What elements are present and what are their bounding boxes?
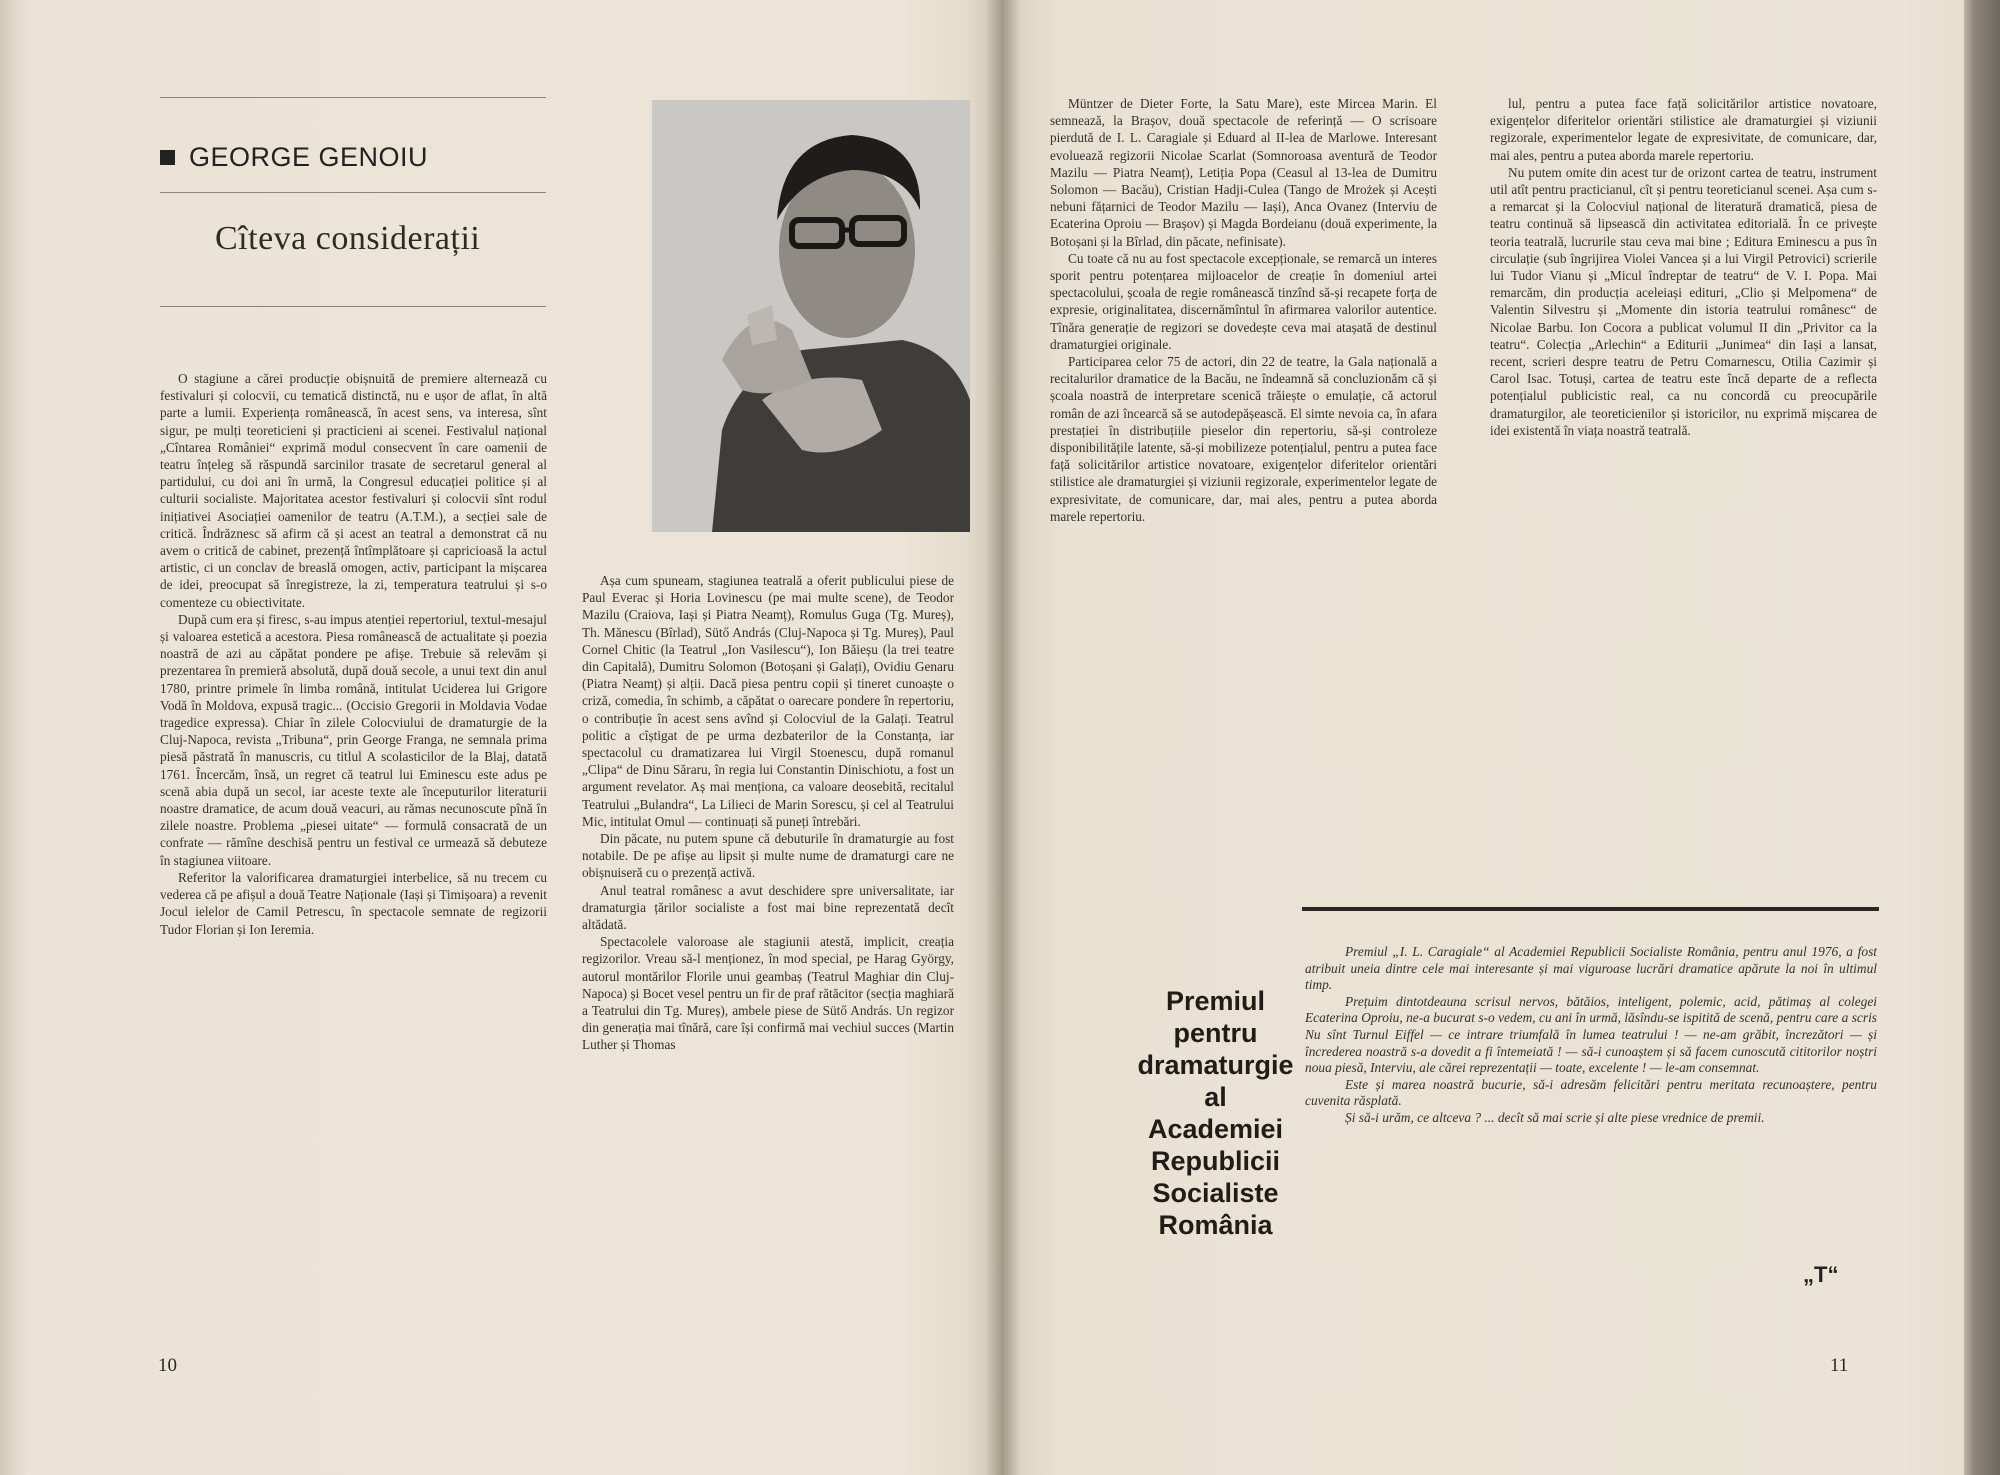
top-rule [160, 97, 546, 98]
article-title: Cîteva considerații [215, 220, 481, 257]
prize-top-rule [1302, 907, 1879, 911]
author-photo [652, 100, 970, 532]
portrait-image [652, 100, 970, 532]
title-upper-rule [160, 192, 546, 193]
binding-edge [1964, 0, 2000, 1475]
prize-announcement [1305, 944, 1877, 1127]
article-column-4 [1490, 95, 1877, 439]
prize-heading-line: al [1204, 1082, 1227, 1112]
prize-heading-line: Socialiste [1152, 1178, 1279, 1208]
paragraph: După cum era și firesc, s-au impus atenției repertoriul, textul-mesajul și valoarea estetică a acestora. Piesa românească de actualitate și poezia noastră de azi au căpătat pondere pe afișe. Trebuie să relevăm și prezentarea în premieră absolută, după două secole, a unui text din anul 1780, printre primele în limba română, intitulat Uciderea lui Grigore Vodă în Moldova, expusă tragic... (Occisio Gregorii in Moldavia Vodae tragedice expressa). Chiar în zilele Colocviului de dramaturgie de la Cluj-Napoca, revista „Tribuna“, prin George Franga, ne semnala prima piesă păstrată în manuscris, cu titlul A scolasticilor de la Blaj, datată 1761. Încercăm, însă, un regret că teatrul lui Eminescu este adus pe scenă abia după un secol, iar aceste texte ale începuturilor literaturii noastre dramatice, de acum două veacuri, au rămas necunoscute pînă în zilele noastre. Problema „piesei uitate“ — formulă consacrată de un confrate — rămîne deschisă pentru un festival ce urmează să debuteze în stagiunea viitoare. [160, 611, 547, 868]
paragraph: Din păcate, nu putem spune că debuturile în dramaturgie au fost notabile. De pe afișe au lipsit și multe nume de dramaturgi care ne obișnuiseră cu o prezență activă. [582, 831, 954, 881]
paragraph: Și să-i urăm, ce altceva ? ... decît să mai scrie și alte piese vrednice de premii. [1345, 1109, 1765, 1125]
prize-heading [1098, 985, 1333, 1241]
prize-heading-line: pentru [1173, 1018, 1258, 1048]
paragraph: Este și marea noastră bucurie, să-i adresăm felicitări pentru meritata recunoaștere, pentru cuvenita răsplată. [1305, 1076, 1877, 1109]
paragraph: Participarea celor 75 de actori, din 22 de teatre, la Gala națională a recitalurilor dramatice de la Bacău, ne îndeamnă să concluzionăm că și școala noastră de interpretare scenică trăiește o emulație, că actorul român de azi încearcă să se autodepășească. El simte nevoia ca, în afara prestației în distribuțiile pieselor din repertoriu, să-și controleze disponibilitățile latente, să-și mobilizeze potențialul, pentru a putea face față solicitărilor artistice novatoare, exigențelor diferitelor orientări stilistice ale dramaturgiei și viziunii regizorale, experimentelor legate de expresivitate, de comunicare, dar, mai ales, pentru a putea aborda marele repertoriu. [1050, 354, 1437, 524]
paragraph: Referitor la valorificarea dramaturgiei interbelice, să nu trecem cu vederea că pe afișul a două Teatre Naționale (Iași și Timișoara) a revenit Jocul ielelor de Camil Petrescu, în spectacole semnate de regizorii Tudor Florian și Ion Ieremia. [160, 869, 547, 937]
article-column-2 [582, 572, 954, 1054]
title-lower-rule [160, 306, 546, 307]
page-number-right: 11 [1830, 1355, 1849, 1376]
article-column-1 [160, 370, 547, 938]
square-bullet-icon [160, 150, 175, 165]
paragraph: Müntzer de Dieter Forte, la Satu Mare), este Mircea Marin. El semnează, la Brașov, două spectacole de referință — O scrisoare pierdută de I. L. Caragiale și Eduard al II-lea de Marlowe. Interesant evoluează regizorii Nicolae Scarlat (Somnoroasa aventură de Teodor Mazilu — Piatra Neamț), Letiția Popa (Ceasul al 13-lea de Dumitru Solomon — Bacău), Cristian Hadji-Culea (Tango de Mrożek și Acești nebuni fățarnici de Teodor Mazilu — Iași), Anca Ovanez (Interviu de Ecaterina Oproiu — Brașov) și Magda Bordeianu (două experimente, la Botoșani și la Bîrlad, din păcate, nefinisate). [1050, 96, 1437, 249]
paragraph: Nu putem omite din acest tur de orizont cartea de teatru, instrument util atît pentru practicianul, cît și pentru teoreticianul scenei. Așa cum s-a remarcat și la Colocviul național de literatură dramatică, piesa de teatru continuă să lipsească din activitatea editorială. În ce privește teoria teatrală, lucrurile stau ceva mai bine ; Editura Eminescu a pus în circulație (sub îngrijirea Violei Vancea și a lui Virgil Petrovici) scrierile lui Tudor Vianu și „Micul îndreptar de teatru“ de V. I. Popa. Mai remarcăm, din producția aceleiași edituri, „Clio și Melpomena“ de Valentin Silvestru și „Momente din istoria teatrului românesc“ de Nicolae Barbu. Ion Cocora a publicat volumul II din „Privitor ca la teatru“. Colecția „Arlechin“ a Editurii „Junimea“ din Iași a lansat, recent, scrieri despre teatru de Petru Comarnescu, Otilia Cazimir și Carol Isac. Totuși, cartea de teatru este încă departe de a reflecta potențialul publicistic real, ca nu concordă cu preocupările dramaturgilor, ale teoreticienilor și istoricilor, nu exprimă mișcarea de idei existentă în viața noastră teatrală. [1490, 164, 1877, 438]
paragraph: Premiul „I. L. Caragiale“ al Academiei Republicii Socialiste România, pentru anul 1976, a fost atribuit uneia dintre cele mai interesante și mai viguroase lucrări dramatice apărute la noi în ultimul timp. [1305, 944, 1877, 993]
paragraph: Cu toate că nu au fost spectacole excepționale, se remarcă un interes sporit pentru potențarea mijloacelor de creație în domeniul artei spectacolului, școala de regie românească tinzînd să-și recapete forța de expresie, originalitatea, discernămîntul în afirmarea valorilor autentice. Tînăra generație de regizori se dovedește ceva mai atașată de destinul dramaturgiei originale. [1050, 250, 1437, 352]
gutter-shadow [985, 0, 1019, 1475]
article-author [160, 142, 540, 173]
paragraph: Prețuim dintotdeauna scrisul nervos, bătăios, inteligent, polemic, acid, pătimaș al colegei Ecaterina Oproiu, ne-a bucurat s-o vedem, cu ani în urmă, lăsîndu-se ispitită de scenă, pentru care a scris Nu sînt Turnul Eiffel — ce intrare triumfală în lumea teatrului ! — ne-am grăbit, încrezători — și încrederea noastră s-a dovedit a fi întemeiată ! — să-i cunoaștem și să facem cunoscută cititorilor noștri noua piesă, Interviu, ale cărei reprezentații — toate, excelente ! — le-am consemnat. [1305, 993, 1877, 1076]
signature: „T“ [1803, 1262, 1839, 1287]
article-column-3 [1050, 95, 1437, 525]
prize-heading-line: Republicii [1150, 1146, 1280, 1176]
paragraph: Anul teatral românesc a avut deschidere spre universalitate, iar dramaturgia țărilor socialiste a fost mai bine reprezentată decît altădată. [582, 882, 954, 933]
paragraph: Așa cum spuneam, stagiunea teatrală a oferit publicului piese de Paul Everac și Horia Lovinescu (pe mai multe scene), de Teodor Mazilu (Craiova, Iași și Piatra Neamț), Romulus Guga (Tg. Mureș), Th. Mănescu (Bîrlad), Sütő András (Cluj-Napoca și Tg. Mureș), Paul Cornel Chitic (la Teatrul „Ion Vasilescu“), Ion Băieșu (la trei teatre din Capitală), Dumitru Solomon (Botoșani și Galați), Ovidiu Genaru (Piatra Neamț) și alții. Dacă piesa pentru copii și tineret cunoaște o criză, comedia, în schimb, a căpătat o oarecare pondere în repertoriu, o contribuție în acest sens avînd și Colocviul de la Galați. Teatrul politic a cîștigat de pe urma dezbaterilor de la Constanța, iar spectacolul cu dramatizarea lui Virgil Stoenescu, după romanul „Clipa“ de Dinu Săraru, în regia lui Constantin Dinischiotu, a fost un argument revelator. Aș mai menționa, ca valoare deosebită, recitalul Teatrului „Bulandra“, La Lilieci de Marin Sorescu, și cel al Teatrului Mic, intitulat Omul — continuați să puneți întrebări. [582, 573, 954, 829]
prize-heading-line: Academiei [1147, 1114, 1284, 1144]
prize-heading-line: România [1158, 1210, 1273, 1240]
author-name: GEORGE GENOIU [189, 142, 429, 172]
page-number-left: 10 [158, 1355, 177, 1376]
paragraph: Spectacolele valoroase ale stagiunii atestă, implicit, creația regizorilor. Vreau să-l menționez, în mod special, pe Harag György, autorul montărilor Florile unui geambaș (Teatrul Maghiar din Cluj-Napoca) și Bocet vesel pentru un fir de praf rătăcitor (secția maghiară a Teatrului din Tg. Mureș), ambele piese de Sütő András. Un regizor din generația mai tînără, care își confirmă mai vechiul succes (Martin Luther și Thomas [582, 934, 954, 1053]
paragraph: lul, pentru a putea face față solicitărilor artistice novatoare, exigențelor diferitelor orientări stilistice ale dramaturgiei și viziunii regizorale, experimentelor legate de expresivitate, de comunicare, dar, mai ales, pentru a putea aborda marele repertoriu. [1490, 96, 1877, 163]
paragraph: O stagiune a cărei producție obișnuită de premiere alternează cu festivaluri și colocvii, cu tematică distinctă, nu e ușor de aflat, în altă parte a lumii. Experiența românească, în acest sens, va interesa, sînt sigur, pe mulți teoreticieni și practicieni ai scenei. Festivalul național „Cîntarea României“ exprimă modul consecvent în care oamenii de teatru înțeleg să răspundă sarcinilor trasate de secretarul general al partidului, cu doi ani în urmă, la Congresul educației politice și al culturii socialiste. Majoritatea acestor festivaluri și colocvii sînt rodul inițiativei Asociației oamenilor de teatru (A.T.M.), a secției sale de critică. Îndrăznesc să afirm că și acest an teatral a demonstrat că nu avem o critică de cabinet, prezență întîmplătoare și capricioasă la actul artistic, ci un conclav de breaslă omogen, activ, participant la mișcarea de idei, preocupat să înregistreze, la zi, temperatura teatrului și s-o comenteze cu obiectivitate. [160, 371, 547, 610]
prize-heading-line: Premiul [1165, 986, 1266, 1016]
prize-heading-line: dramaturgie [1137, 1050, 1294, 1080]
